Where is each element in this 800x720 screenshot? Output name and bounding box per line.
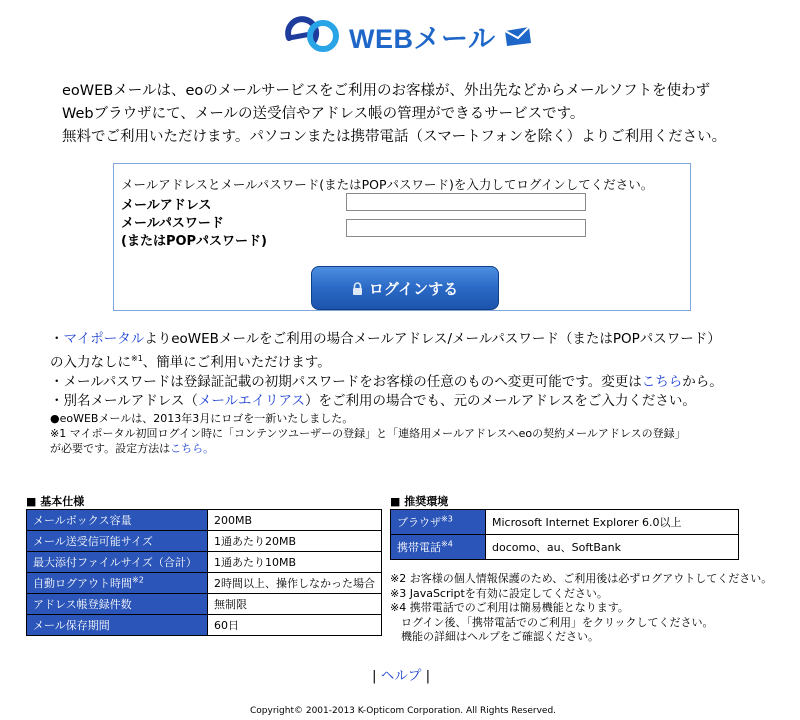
env-note: ※2 お客様の個人情報保護のため、ご利用後は必ずログアウトしてください。 xyxy=(390,572,773,585)
note-text: よりeoWEBメールをご利用の場合メールアドレス/メールパスワード（またはPOPパスワード） xyxy=(144,331,721,347)
note-line xyxy=(50,373,790,392)
note-line xyxy=(50,392,790,411)
login-form xyxy=(113,163,691,311)
spec-title: ■ 基本仕様 xyxy=(26,495,85,508)
env-note: ※4 携帯電話でのご利用は簡易機能となります。 xyxy=(390,601,629,614)
password-field[interactable] xyxy=(346,219,586,237)
footnote-1-cont xyxy=(50,441,790,456)
intro-line: Webブラウザにて、メールの送受信やアドレス帳の管理ができるサービスです。 xyxy=(62,106,585,122)
env-note: ログイン後、「携帯電話でのご利用」をクリックしてください。 xyxy=(390,615,714,629)
password-label: メールパスワード xyxy=(121,216,224,231)
envelope-icon xyxy=(503,25,533,47)
spec-label: 最大添付ファイルサイズ（合計） xyxy=(27,552,208,573)
spec-label: メール保存期間 xyxy=(27,615,208,636)
table-row xyxy=(27,510,382,531)
setup-method-link[interactable]: こちら。 xyxy=(170,441,215,455)
table-row xyxy=(27,615,382,636)
spec-label: メールボックス容量 xyxy=(27,510,208,531)
intro-text xyxy=(62,80,782,149)
intro-line: eoWEBメールは、eoのメールサービスをご利用のお客様が、外出先などからメールソフトを使わず xyxy=(62,83,711,99)
email-field[interactable] xyxy=(346,193,586,211)
spec-value: 1通あたり10MB xyxy=(208,552,382,573)
table-row xyxy=(27,552,382,573)
note-sup: ※1 xyxy=(131,354,143,363)
help-nav xyxy=(372,664,430,684)
logo-text: WEBメール xyxy=(349,23,496,54)
env-label: 携帯電話$^{※4}$ xyxy=(391,535,486,560)
env-value: Microsoft Internet Explorer 6.0以上 xyxy=(486,510,739,535)
note-line xyxy=(50,349,790,373)
help-link[interactable]: ヘルプ xyxy=(380,668,422,684)
note-bullet: ・ xyxy=(50,331,64,347)
env-table xyxy=(390,509,739,560)
spec-label: 自動ログアウト時間$^{※2}$ xyxy=(27,573,208,594)
logo-change-note: ●eoWEBメールは、2013年3月にロゴを一新いたしました。 xyxy=(50,411,354,425)
footnote-1: ※1 マイポータル初回ログイン時に「コンテンツユーザーの登録」と「連絡用メールアドレスへeoの契約メールアドレスの登録」 xyxy=(50,426,686,440)
login-instruction: メールアドレスとメールパスワード(またはPOPパスワード)を入力してログインしてください。 xyxy=(121,177,654,192)
spec-label: アドレス帳登録件数 xyxy=(27,594,208,615)
spec-value: 1通あたり20MB xyxy=(208,531,382,552)
eo-logo-icon xyxy=(283,16,343,56)
lock-icon xyxy=(352,282,363,295)
spec-value: 無制限 xyxy=(208,594,382,615)
change-password-link[interactable]: こちら xyxy=(641,373,683,390)
notes xyxy=(50,330,790,456)
note-text: ・メールパスワードは登録証記載の初期パスワードをお客様の任意のものへ変更可能です。変更は xyxy=(50,373,642,390)
note-text: の入力なしに xyxy=(50,354,131,371)
note-text: ）をご利用の場合でも、元のメールアドレスをご入力ください。 xyxy=(305,392,696,409)
copyright: Copyright© 2001-2013 K-Opticom Corporation. All Rights Reserved. xyxy=(250,706,557,716)
my-portal-link[interactable]: マイポータル xyxy=(63,331,145,347)
env-notes xyxy=(390,572,772,645)
logo xyxy=(283,14,533,58)
note-text: ・別名メールアドレス（ xyxy=(50,392,198,409)
env-note: 機能の詳細はヘルプをご確認ください。 xyxy=(390,630,599,643)
password-label-sub: (またはPOPパスワード) xyxy=(121,234,267,249)
login-button[interactable] xyxy=(311,266,499,310)
table-row xyxy=(27,594,382,615)
env-label: ブラウザ$^{※3}$ xyxy=(391,510,486,535)
spec-table xyxy=(26,509,382,636)
table-row xyxy=(391,535,739,560)
table-row xyxy=(27,531,382,552)
table-row xyxy=(391,510,739,535)
spec-value: 200MB xyxy=(208,510,382,531)
separator: | xyxy=(425,668,431,684)
note-text: から。 xyxy=(682,373,723,390)
separator: | xyxy=(372,668,377,684)
table-row xyxy=(27,573,382,594)
note-line xyxy=(50,330,790,349)
env-value: docomo、au、SoftBank xyxy=(486,535,739,560)
note-text: が必要です。設定方法は xyxy=(50,441,171,455)
spec-value: 2時間以上、操作しなかった場合 xyxy=(208,573,382,594)
env-note: ※3 JavaScriptを有効に設定してください。 xyxy=(390,586,608,600)
login-button-label: ログインする xyxy=(368,279,459,298)
spec-value: 60日 xyxy=(208,615,382,636)
mail-alias-link[interactable]: メールエイリアス xyxy=(197,392,306,409)
spec-label: メール送受信可能サイズ xyxy=(27,531,208,552)
intro-line: 無料でご利用いただけます。パソコンまたは携帯電話（スマートフォンを除く）よりご利用ください。 xyxy=(62,129,727,145)
address-label: メールアドレス xyxy=(121,198,212,213)
env-title: ■ 推奨環境 xyxy=(390,495,449,508)
note-text: 、簡単にご利用いただけます。 xyxy=(142,354,331,371)
